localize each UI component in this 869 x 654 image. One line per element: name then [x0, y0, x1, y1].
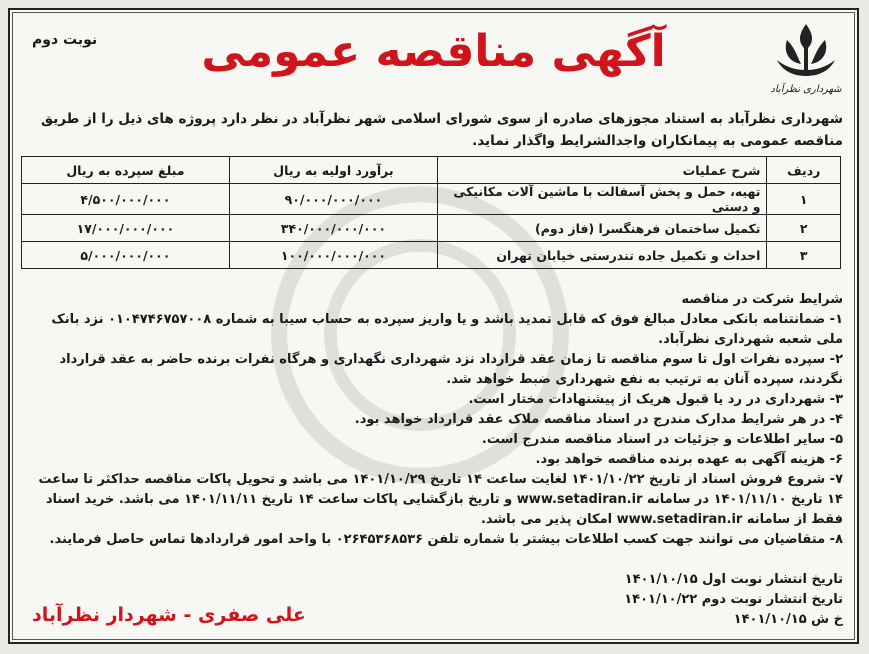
row-num: ۱: [767, 184, 841, 215]
publication-dates: [624, 570, 843, 630]
table-header-row: [22, 157, 841, 184]
row-num: ۳: [767, 242, 841, 269]
terms-heading: شرایط شرکت در مناقصه: [681, 292, 843, 307]
publication-round: نوبت دوم: [32, 32, 98, 48]
row-estimate: ۳۴۰/۰۰۰/۰۰۰/۰۰۰: [229, 215, 437, 242]
logo-caption: شهرداری نظرآباد: [770, 84, 842, 95]
term-item: ۲- سپرده نفرات اول تا سوم مناقصه تا زمان عقد قرارداد نزد شهرداری نگهداری و هرگاه نفرات برنده حاضر به عقد قرارداد نگردند، سپرده آنان به ترتیب به نفع شهرداری ضبط خواهد شد.: [59, 352, 843, 387]
header-num: ردیف: [767, 157, 841, 184]
term-item: ۴- در هر شرایط مدارک مندرج در اسناد مناقصه ملاک عقد قرارداد خواهد بود.: [354, 412, 843, 427]
row-deposit: ۱۷/۰۰۰/۰۰۰/۰۰۰: [22, 215, 230, 242]
reference-code: خ ش ۱۴۰۱/۱۰/۱۵: [733, 612, 843, 627]
row-desc: تکمیل ساختمان فرهنگسرا (فاز دوم): [438, 215, 767, 242]
second-publication-date: تاریخ انتشار نوبت دوم ۱۴۰۱/۱۰/۲۲: [624, 592, 843, 607]
mayor-signature: علی صفری - شهردار نظرآباد: [32, 604, 306, 626]
table-row: [22, 242, 841, 269]
row-deposit: ۴/۵۰۰/۰۰۰/۰۰۰: [22, 184, 230, 215]
row-desc: تهیه، حمل و پخش آسفالت با ماشین آلات مکانیکی و دستی: [438, 184, 767, 215]
header-deposit: مبلغ سپرده به ریال: [22, 157, 230, 184]
row-deposit: ۵/۰۰۰/۰۰۰/۰۰۰: [22, 242, 230, 269]
row-estimate: ۹۰/۰۰۰/۰۰۰/۰۰۰: [229, 184, 437, 215]
row-desc: احداث و تکمیل جاده تندرستی خیابان تهران: [438, 242, 767, 269]
term-item: ۱- ضمانتنامه بانکی معادل مبالغ فوق که قابل تمدید باشد و یا واریز سپرده به حساب سیبا به شماره ۰۱۰۴۷۴۶۷۵۷۰۰۸ نزد بانک ملی شعبه شهرداری نظرآباد.: [51, 312, 843, 347]
table-row: [22, 215, 841, 242]
term-item: ۷- شروع فروش اسناد از تاریخ ۱۴۰۱/۱۰/۲۲ لغایت ساعت ۱۴ تاریخ ۱۴۰۱/۱۰/۲۹ می باشد و تحویل پاکات مناقصه حداکثر تا ساعت ۱۴ تاریخ ۱۴۰۱/۱۱/۱۰ در سامانه www.setadiran.ir و تاریخ بازگشایی پاکات ساعت ۱۴ تاریخ ۱۴۰۱/۱۱/۱۱ می باشد. خرید اسناد فقط از سامانه www.setadiran.ir امکان پذیر می باشد.: [38, 472, 843, 527]
header-desc: شرح عملیات: [438, 157, 767, 184]
term-item: ۶- هزینه آگهی به عهده برنده مناقصه خواهد بود.: [535, 452, 843, 467]
row-estimate: ۱۰۰/۰۰۰/۰۰۰/۰۰۰: [229, 242, 437, 269]
notice-title: آگهی مناقصه عمومی: [201, 26, 666, 77]
terms-section: [24, 290, 843, 550]
intro-paragraph: شهرداری نظرآباد به استناد مجوزهای صادره از سوی شورای اسلامی شهر نظرآباد در نظر دارد پروژه های ذیل را از طریق مناقصه عمومی به پیمانکاران واجدالشرایط واگذار نماید.: [41, 111, 843, 149]
header-estimate: برآورد اولیه به ریال: [229, 157, 437, 184]
projects-table: [21, 156, 841, 269]
tender-notice: [8, 8, 859, 644]
first-publication-date: تاریخ انتشار نوبت اول ۱۴۰۱/۱۰/۱۵: [624, 572, 843, 587]
term-item: ۵- سایر اطلاعات و جزئیات در اسناد مناقصه مندرج است.: [481, 432, 843, 447]
term-item: ۸- متقاضیان می توانند جهت کسب اطلاعات بیشتر با شماره تلفن ۰۲۶۴۵۳۶۸۵۳۶ با واحد امور قراردادها تماس حاصل فرمایند.: [49, 532, 843, 547]
row-num: ۲: [767, 215, 841, 242]
term-item: ۳- شهرداری در رد یا قبول هریک از پیشنهادات مختار است.: [468, 392, 843, 407]
table-row: [22, 184, 841, 215]
